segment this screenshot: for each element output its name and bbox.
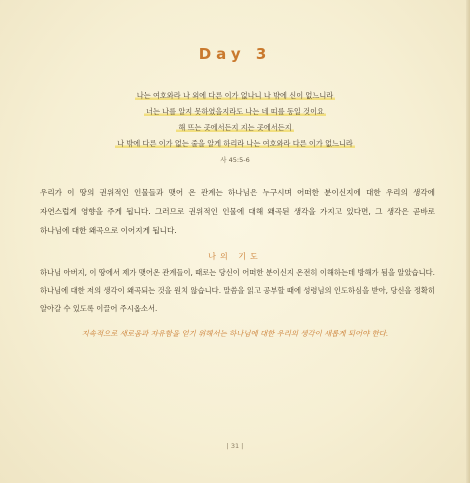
verse-line (0, 88, 470, 104)
verse-line (0, 120, 470, 136)
day-title: Day 3 (198, 45, 272, 63)
page-edge (466, 0, 470, 483)
verse-line (0, 104, 470, 120)
verse-line-text: 나 밖에 다른 이가 없는 줄을 알게 하리라 나는 여호와라 다른 이가 없느니라 (117, 139, 353, 148)
verse-line (0, 136, 470, 152)
verse-reference: 사 45:5-6 (220, 156, 250, 164)
body-paragraph: 우리가 이 땅의 권위적인 인물들과 맺어 온 관계는 하나님은 누구시며 어떠한 분이신지에 대한 우리의 생각에 자연스럽게 영향을 주게 됩니다. 그러므로 권위적인 인물에 대해 왜곡된 생각을 가지고 있다면, 그 생각은 곧바로 하나님에 대한 왜곡으로 이어지게 됩니다. (40, 188, 435, 235)
verse-line-text: 해 뜨는 곳에서든지 지는 곳에서든지 (178, 123, 292, 132)
scripture-verse (0, 88, 470, 152)
page-number: | 31 | (226, 442, 244, 450)
verse-line-text: 나는 여호와라 나 외에 다른 이가 없나니 나 밖에 신이 없느니라 (136, 91, 334, 100)
prayer-title: 나의 기도 (208, 252, 262, 261)
closing-statement: 지속적으로 새로움과 자유함을 얻기 위해서는 하나님에 대한 우리의 생각이 새롭게 되어야 한다. (81, 329, 389, 338)
prayer-paragraph: 하나님 아버지, 이 땅에서 제가 맺어온 관계들이, 때로는 당신이 어떠한 분이신지 온전히 이해하는데 방해가 됨을 알았습니다. 하나님에 대한 저의 생각이 왜곡되는 것을 원치 않습니다. 말씀을 읽고 공부할 때에 성령님의 인도하심을 받아, 당신을 정확히 알아갈 수 있도록 이끌어 주시옵소서. (40, 268, 435, 313)
verse-line-text: 너는 나를 알지 못하였을지라도 나는 네 띠를 동일 것이요 (146, 107, 324, 116)
